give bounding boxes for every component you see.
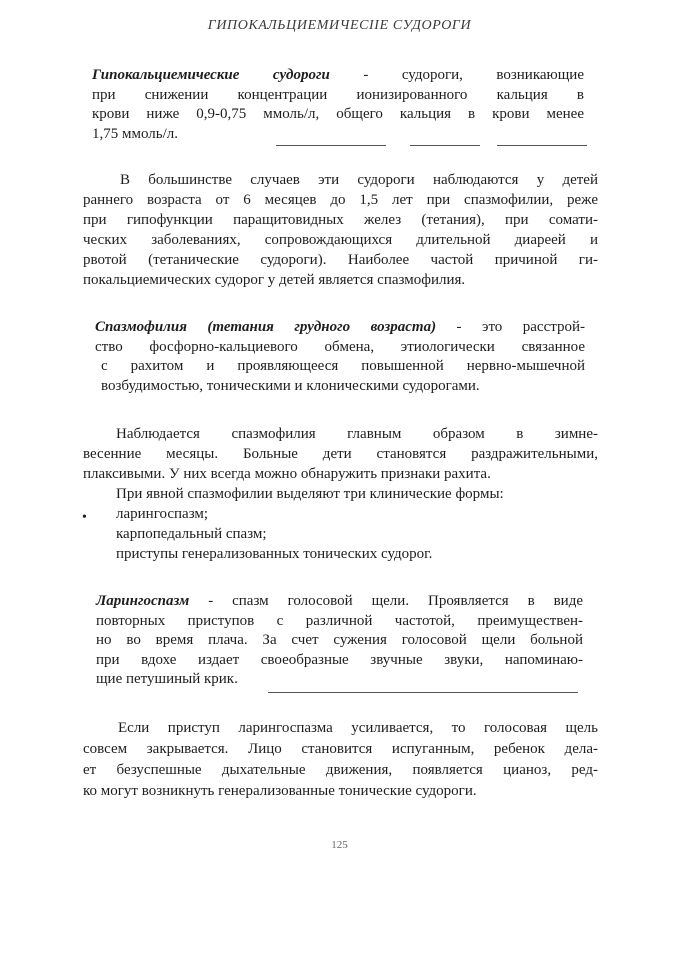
definition-line: возбудимостью, тоническими и клоническими судорогами.: [101, 377, 480, 394]
definition-line: при снижении концентрации ионизированного кальция в: [92, 86, 584, 103]
underline-rule: [276, 145, 386, 146]
paragraph-line: при гипофункции паращитовидных желез (тетания), при сомати-: [83, 212, 598, 228]
forms-intro: При явной спазмофилии выделяют три клинические формы:: [116, 486, 504, 502]
definition-line: но во время плача. За счет сужения голосовой щели больной: [96, 632, 583, 649]
term-laryngospasm: Ларингоспазм: [96, 593, 190, 609]
term-hypocalcemic: Гипокальциемические судороги: [92, 67, 330, 83]
definition-laryngospasm: [96, 592, 583, 690]
definition-line: щие петушиный крик.: [96, 671, 238, 688]
paragraph-line: Наблюдается спазмофилия главным образом в зимне-: [116, 426, 598, 442]
form-item: карпопедальный спазм;: [116, 526, 267, 542]
paragraph-line: В большинстве случаев эти судороги наблюдаются у детей: [120, 172, 598, 188]
running-head: ГИПОКАЛЬЦИЕМИЧЕСIIE СУДОРОГИ: [207, 18, 472, 33]
definition-line: [92, 66, 584, 86]
definition-text: - это расстрой-: [436, 319, 585, 335]
underline-rule: [268, 692, 578, 693]
bullet-marker: •: [82, 510, 87, 525]
paragraph-line: ко могут возникнуть генерализованные тонические судороги.: [83, 783, 477, 799]
paragraph-line: покальциемических судорог у детей является спазмофилия.: [83, 272, 466, 288]
form-item: приступы генерализованных тонических судорог.: [116, 546, 433, 562]
term-spasmophilia: Спазмофилия (тетания грудного возраста): [95, 319, 437, 335]
underline-rule: [497, 145, 587, 146]
definition-spasmophilia: [95, 318, 585, 396]
paragraph-season: [83, 424, 598, 564]
definition-line: с рахитом и проявляющееся повышенной нервно-мышечной: [101, 358, 585, 375]
paragraph-line: ет безуспешные дыхательные движения, появляется цианоз, ред-: [83, 762, 598, 778]
definition-text: - спазм голосовой щели. Проявляется в виде: [189, 593, 583, 609]
definition-line: крови ниже 0,9-0,75 ммоль/л, общего кальция в крови менее: [92, 106, 584, 123]
paragraph-line: рвотой (тетанические судороги). Наиболее частой причиной ги-: [83, 252, 598, 268]
definition-line: ство фосфорно-кальциевого обмена, этиологически связанное: [95, 338, 585, 355]
definition-text: - судороги, возникающие: [329, 67, 584, 83]
paragraph-incidence: [83, 170, 598, 290]
definition-line: повторных приступов с различной частотой, преимуществен-: [96, 612, 583, 629]
definition-line: [95, 318, 585, 338]
definition-hypocalcemic: [92, 66, 584, 144]
paragraph-line: плаксивыми. У них всегда можно обнаружить признаки рахита.: [83, 466, 491, 482]
page-number: 125: [331, 839, 348, 851]
definition-line: [96, 592, 583, 612]
paragraph-severe: [83, 718, 598, 802]
definition-line: при вдохе издает своеобразные звучные звуки, напоминаю-: [96, 651, 583, 668]
paragraph-line: раннего возраста от 6 месяцев до 1,5 лет при спазмофилии, реже: [83, 192, 598, 208]
underline-rule: [410, 145, 480, 146]
definition-line: 1,75 ммоль/л.: [92, 125, 179, 142]
paragraph-line: весенние месяцы. Больные дети становятся раздражительными,: [83, 446, 598, 462]
paragraph-line: Если приступ ларингоспазма усиливается, то голосовая щель: [118, 720, 598, 736]
paragraph-line: ческих заболеваниях, сопровождающихся длительной диареей и: [83, 232, 598, 248]
form-item: ларингоспазм;: [116, 506, 209, 522]
paragraph-line: совсем закрывается. Лицо становится испуганным, ребенок дела-: [83, 741, 598, 757]
